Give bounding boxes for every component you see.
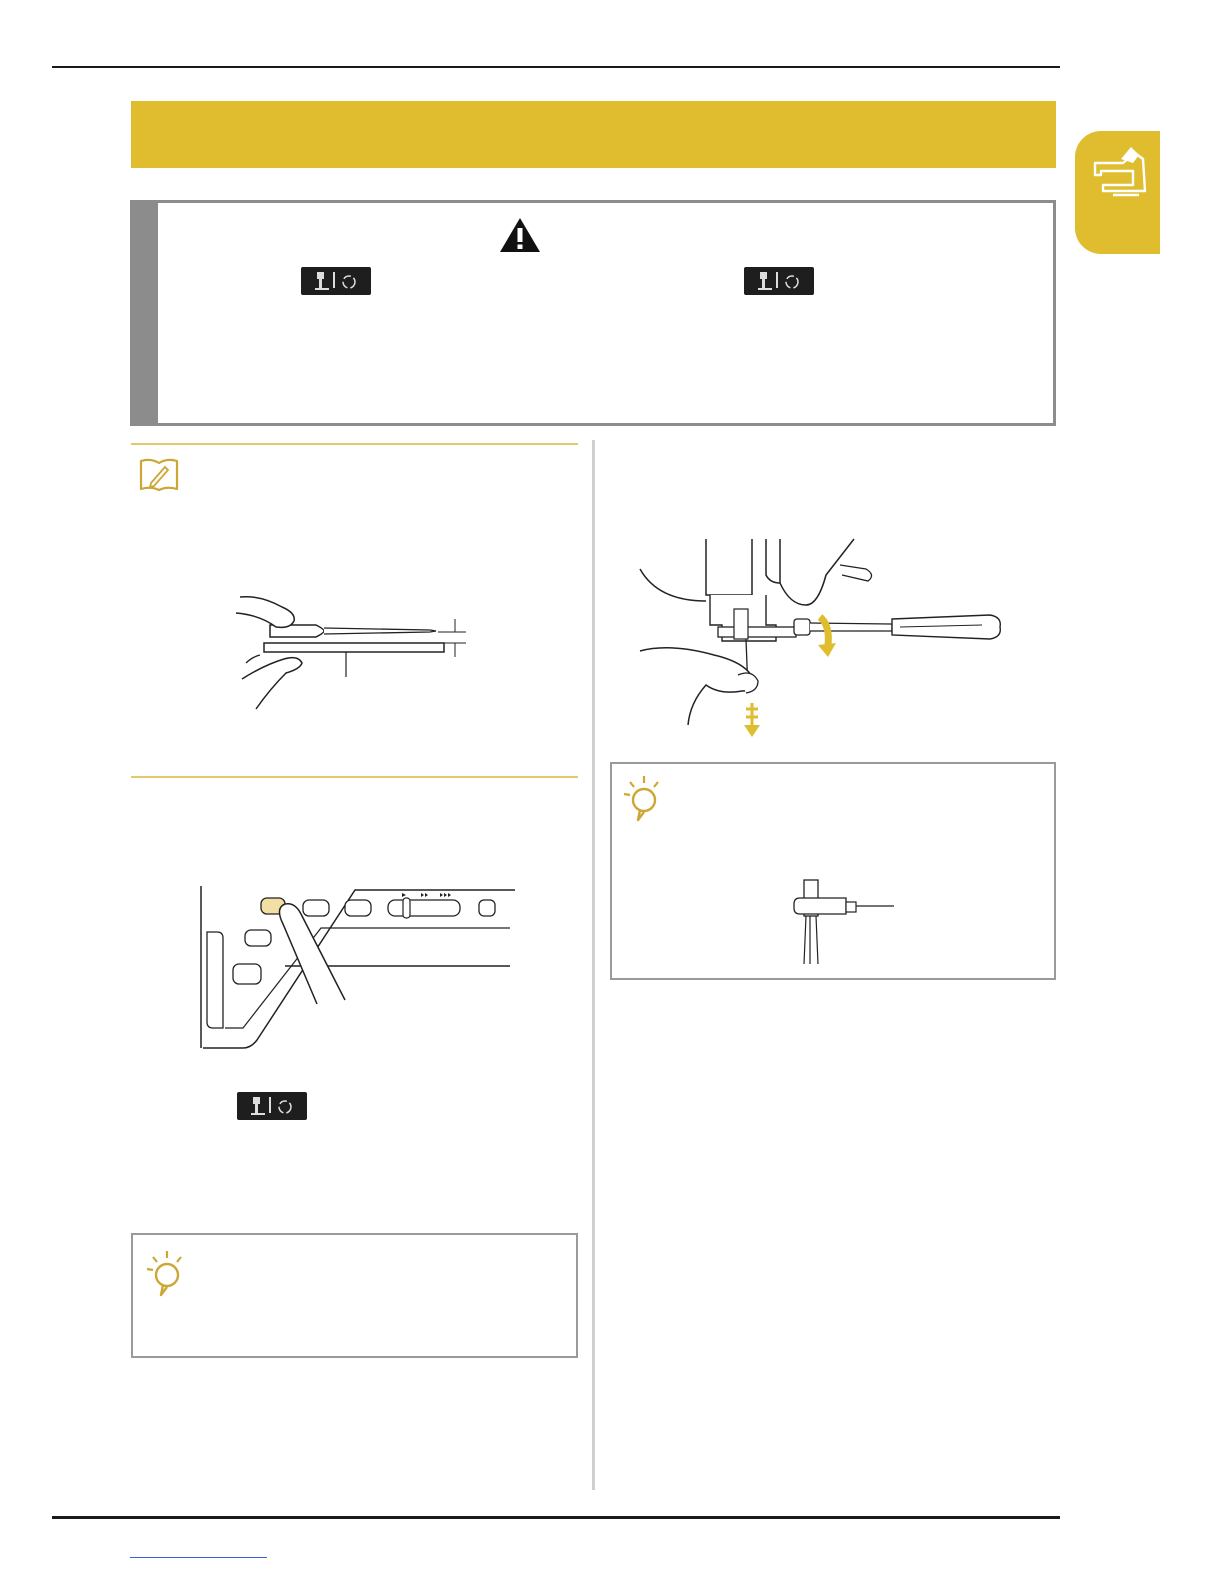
column-divider — [592, 440, 595, 1490]
lightbulb-note-icon — [622, 774, 662, 822]
memo-pencil-icon — [137, 457, 181, 493]
presser-foot-needle-exchange-key-icon — [237, 1092, 307, 1120]
memo-top-rule — [131, 443, 578, 445]
note-box-right — [610, 762, 1056, 980]
screwdriver-needle-removal-illustration — [630, 535, 1010, 740]
caution-side-strip — [133, 203, 158, 423]
twin-needle-illustration — [780, 878, 900, 968]
operation-buttons-finger-press-illustration — [195, 880, 515, 1055]
memo-bottom-rule — [131, 776, 578, 778]
presser-foot-needle-exchange-key-icon — [301, 267, 371, 295]
chapter-tab[interactable] — [1075, 131, 1160, 254]
warning-triangle-icon — [498, 216, 542, 254]
page-link-underline[interactable] — [130, 1557, 267, 1558]
lightbulb-note-icon — [145, 1249, 185, 1297]
note-box-left — [131, 1233, 578, 1358]
header-rule — [52, 66, 1060, 68]
footer-rule — [52, 1516, 1060, 1519]
caution-box — [130, 200, 1056, 426]
section-title-band — [131, 101, 1056, 168]
presser-foot-needle-exchange-key-icon — [744, 267, 814, 295]
needle-on-flat-surface-illustration — [230, 585, 475, 715]
sewing-machine-icon — [1087, 145, 1151, 205]
